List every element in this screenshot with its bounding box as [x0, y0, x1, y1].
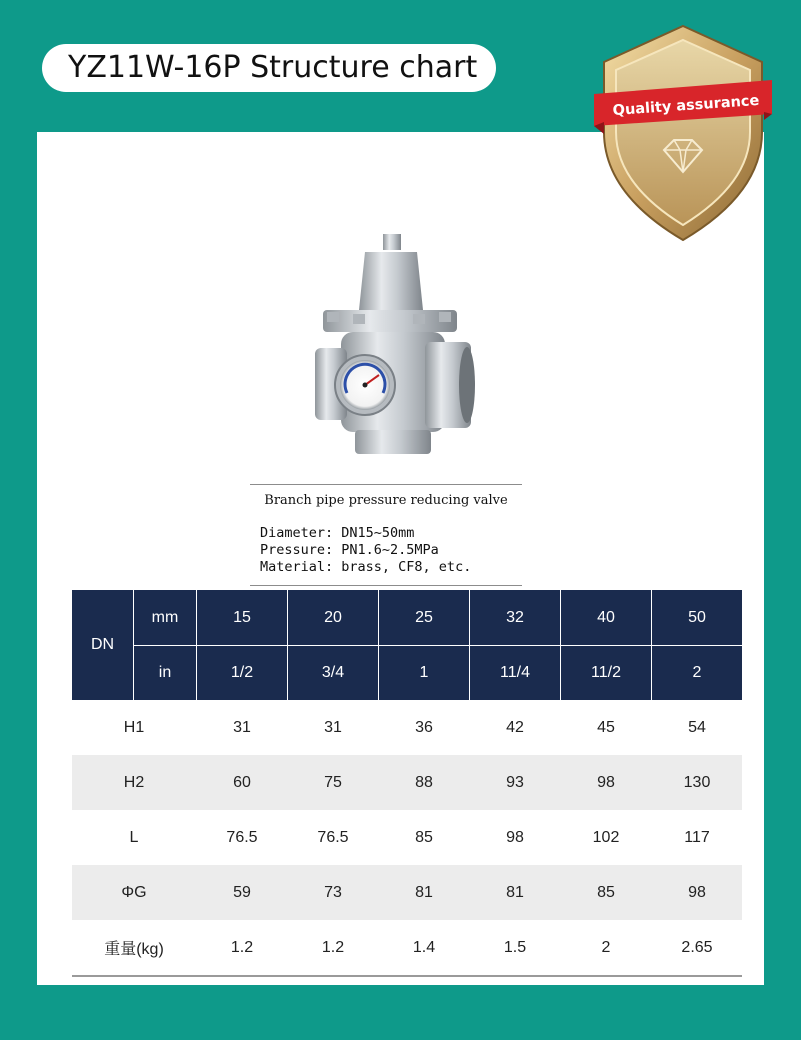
in-value: 2 [692, 664, 702, 681]
table-cell: 85 [597, 883, 615, 901]
dimension-table [72, 590, 742, 977]
table-cell: 98 [597, 773, 615, 791]
product-spec-box [250, 484, 522, 586]
table-cell: 130 [683, 773, 711, 791]
row-label: ΦG [121, 883, 147, 901]
in-value: 1 [419, 664, 429, 681]
table-cell: 98 [688, 883, 706, 901]
spec-diameter: Diameter: DN15~50mm [260, 525, 415, 541]
quality-badge [592, 22, 774, 244]
badge-text: Quality assurance [612, 92, 760, 120]
mm-value: 15 [233, 608, 251, 626]
table-cell: 54 [688, 718, 706, 736]
row-label: 重量(kg) [104, 941, 164, 958]
table-cell: 42 [506, 718, 524, 736]
mm-value: 50 [688, 608, 706, 626]
table-cell: 102 [592, 828, 620, 846]
table-cell: 98 [506, 828, 524, 846]
table-cell: 45 [597, 718, 615, 736]
table-cell: 31 [324, 718, 342, 736]
table-row [72, 810, 742, 865]
table-header [72, 590, 742, 700]
mm-value: 25 [415, 608, 433, 626]
table-bottom-rule [72, 975, 742, 977]
mm-value: 20 [324, 608, 342, 626]
table-cell: 2.65 [681, 938, 713, 956]
table-row [72, 755, 742, 810]
table-cell: 117 [684, 828, 710, 846]
table-cell: 88 [415, 773, 433, 791]
unit-in: in [158, 664, 172, 681]
page-title: YZ11W-16P Structure chart [42, 44, 496, 92]
table-cell: 1.2 [230, 938, 254, 956]
table-cell: 93 [506, 773, 524, 791]
table-cell: 76.5 [226, 828, 258, 846]
table-row [72, 700, 742, 755]
mm-value: 32 [506, 608, 524, 626]
product-name: Branch pipe pressure reducing valve [264, 493, 508, 508]
table-cell: 75 [324, 773, 342, 791]
table-cell: 1.4 [412, 938, 436, 956]
table-cell: 31 [233, 718, 251, 736]
in-value: 1/2 [230, 664, 254, 681]
spec-material: Material: brass, CF8, etc. [260, 559, 472, 575]
table-cell: 1.2 [321, 938, 345, 956]
unit-mm: mm [151, 608, 179, 626]
mm-value: 40 [597, 608, 615, 626]
dn-label: DN [90, 636, 115, 653]
table-cell: 73 [324, 883, 342, 901]
table-cell: 36 [415, 718, 433, 736]
valve-image [305, 230, 475, 460]
in-value: 3/4 [321, 664, 345, 681]
in-value: 11/4 [500, 664, 530, 681]
table-row [72, 865, 742, 920]
row-label: H1 [123, 718, 145, 736]
table-cell: 60 [233, 773, 251, 791]
table-row [72, 920, 742, 975]
table-cell: 85 [415, 828, 433, 846]
in-value: 11/2 [591, 664, 621, 681]
table-cell: 59 [233, 883, 251, 901]
table-cell: 2 [601, 938, 611, 956]
row-label: H2 [123, 773, 145, 791]
table-cell: 81 [415, 883, 433, 901]
row-label: L [129, 828, 139, 846]
spec-pressure: Pressure: PN1.6~2.5MPa [260, 542, 439, 558]
table-cell: 81 [506, 883, 524, 901]
table-cell: 1.5 [503, 938, 527, 956]
table-cell: 76.5 [317, 828, 349, 846]
